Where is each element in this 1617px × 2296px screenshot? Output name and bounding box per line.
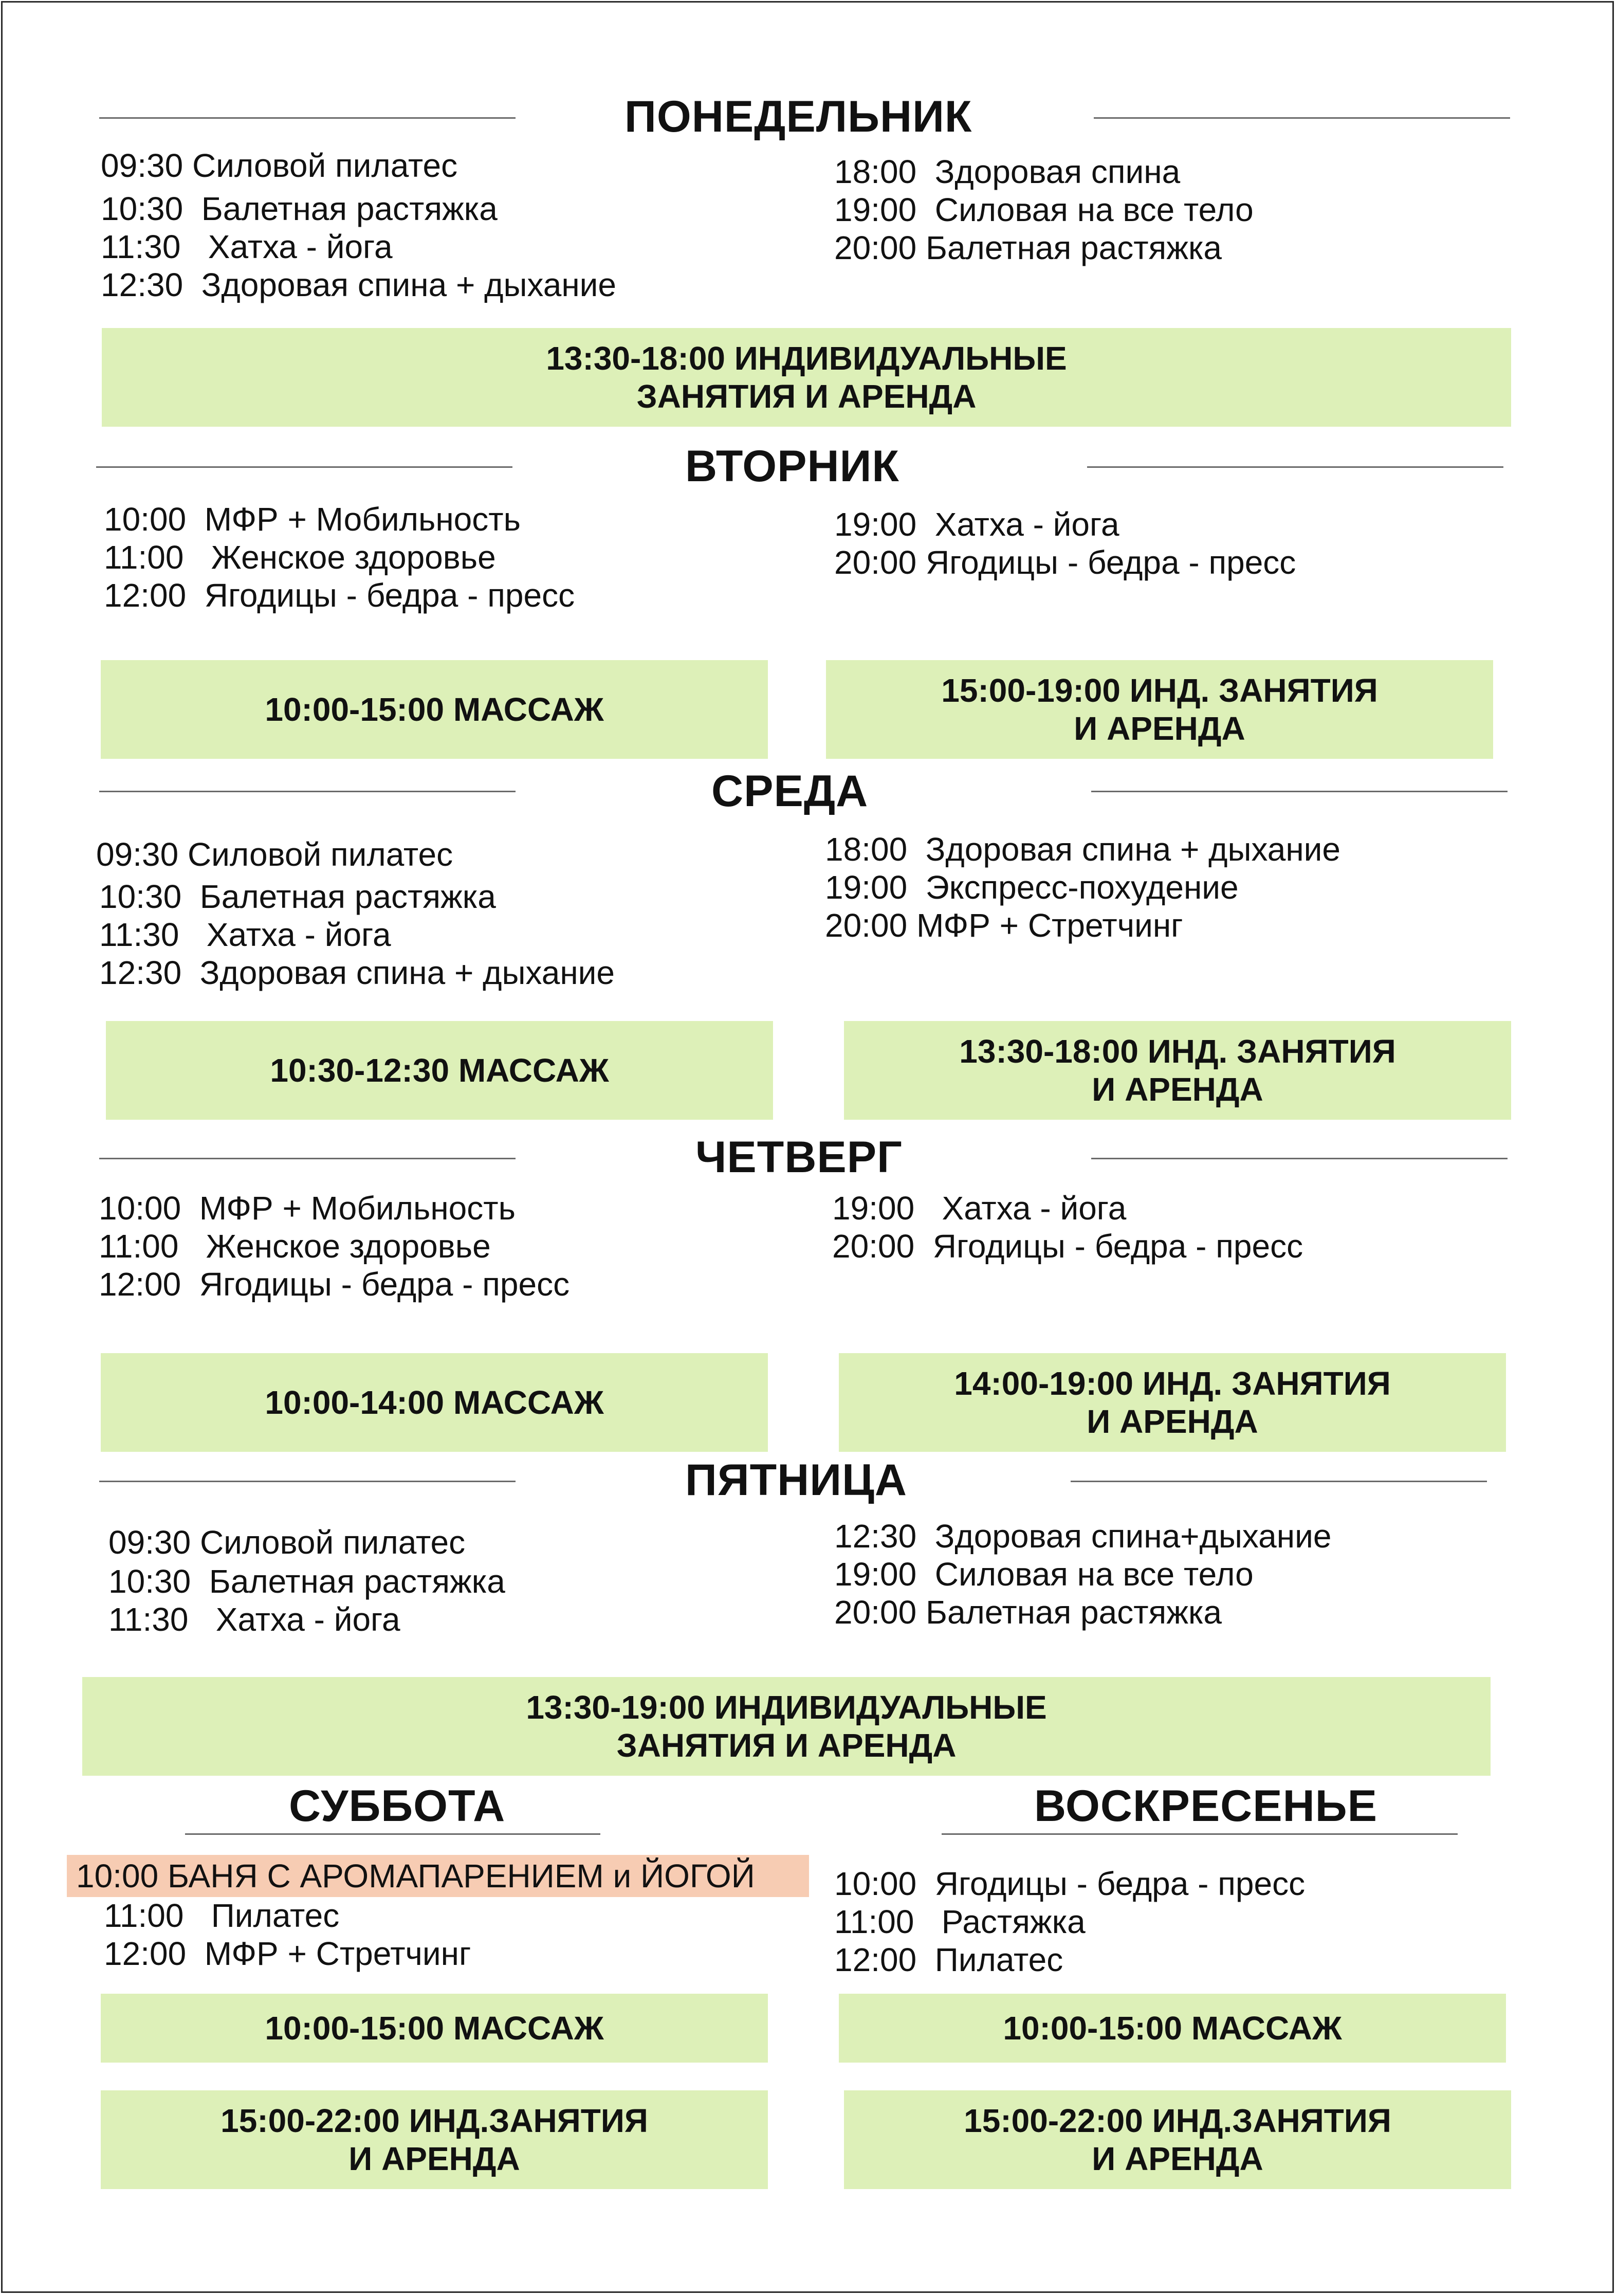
class-item: 10:30 Балетная растяжка	[108, 1563, 505, 1600]
class-item: 20:00 Ягодицы - бедра - пресс	[834, 544, 1296, 581]
rent-box: 13:30-18:00 ИНД. ЗАНЯТИЯ И АРЕНДА	[844, 1021, 1511, 1120]
divider-line	[99, 791, 516, 792]
class-item: 20:00 Балетная растяжка	[834, 229, 1222, 266]
class-item: 12:00 Пилатес	[834, 1941, 1063, 1978]
class-item: 12:30 Здоровая спина+дыхание	[834, 1518, 1332, 1555]
class-item: 19:00 Экспресс-похудение	[825, 869, 1239, 906]
class-item: 09:30 Силовой пилатес	[101, 147, 458, 184]
day-title-monday: ПОНЕДЕЛЬНИК	[624, 92, 972, 141]
class-item: 20:00 Ягодицы - бедра - пресс	[832, 1228, 1303, 1265]
class-item: 09:30 Силовой пилатес	[96, 836, 453, 873]
massage-box: 10:00-15:00 МАССАЖ	[101, 660, 768, 759]
class-item: 11:00 Растяжка	[834, 1903, 1086, 1940]
divider-line	[1091, 791, 1508, 792]
class-item: 11:30 Хатха - йога	[108, 1601, 400, 1638]
divider-line	[1087, 466, 1503, 468]
individual-rent-banner: 13:30-18:00 ИНДИВИДУАЛЬНЫЕ ЗАНЯТИЯ И АРЕНДА	[102, 328, 1511, 427]
class-item: 19:00 Хатха - йога	[834, 506, 1119, 543]
individual-rent-banner: 13:30-19:00 ИНДИВИДУАЛЬНЫЕ ЗАНЯТИЯ И АРЕНДА	[82, 1677, 1491, 1776]
class-item: 18:00 Здоровая спина	[834, 153, 1181, 190]
class-item: 10:00 Ягодицы - бедра - пресс	[834, 1865, 1306, 1902]
class-item: 19:00 Силовая на все тело	[834, 191, 1254, 228]
massage-box: 10:00-15:00 МАССАЖ	[101, 1994, 768, 2063]
class-item: 11:00 Женское здоровье	[99, 1228, 491, 1265]
rent-box: 14:00-19:00 ИНД. ЗАНЯТИЯ И АРЕНДА	[839, 1353, 1506, 1452]
class-item: 20:00 Балетная растяжка	[834, 1594, 1222, 1631]
day-title-thursday: ЧЕТВЕРГ	[695, 1133, 903, 1182]
divider-line	[185, 1833, 600, 1835]
divider-line	[96, 466, 512, 468]
day-title-tuesday: ВТОРНИК	[685, 442, 899, 491]
highlight-event: 10:00 БАНЯ С АРОМАПАРЕНИЕМ и ЙОГОЙ	[67, 1855, 809, 1897]
class-item: 11:00 Пилатес	[104, 1897, 340, 1934]
class-item: 12:00 Ягодицы - бедра - пресс	[104, 577, 575, 614]
class-item: 20:00 МФР + Стретчинг	[825, 907, 1183, 944]
day-title-sunday: ВОСКРЕСЕНЬЕ	[1034, 1781, 1377, 1831]
massage-box: 10:00-14:00 МАССАЖ	[101, 1353, 768, 1452]
class-item: 11:30 Хатха - йога	[101, 228, 393, 265]
class-item: 12:00 МФР + Стретчинг	[104, 1935, 471, 1972]
divider-line	[1071, 1481, 1487, 1482]
class-item: 11:00 Женское здоровье	[104, 539, 496, 576]
massage-box: 10:30-12:30 МАССАЖ	[106, 1021, 773, 1120]
massage-box: 10:00-15:00 МАССАЖ	[839, 1994, 1506, 2063]
class-item: 12:30 Здоровая спина + дыхание	[101, 266, 616, 303]
class-item: 12:30 Здоровая спина + дыхание	[99, 954, 615, 991]
class-item: 10:30 Балетная растяжка	[101, 190, 498, 227]
class-item: 10:30 Балетная растяжка	[99, 878, 496, 915]
class-item: 18:00 Здоровая спина + дыхание	[825, 831, 1340, 868]
day-title-wednesday: СРЕДА	[711, 767, 869, 816]
class-item: 19:00 Хатха - йога	[832, 1190, 1127, 1227]
day-title-saturday: СУББОТА	[289, 1781, 506, 1831]
class-item: 19:00 Силовая на все тело	[834, 1556, 1254, 1593]
rent-box: 15:00-22:00 ИНД.ЗАНЯТИЯ И АРЕНДА	[844, 2090, 1511, 2189]
divider-line	[99, 1158, 516, 1159]
class-item: 10:00 МФР + Мобильность	[104, 501, 521, 538]
class-item: 12:00 Ягодицы - бедра - пресс	[99, 1266, 570, 1303]
rent-box: 15:00-19:00 ИНД. ЗАНЯТИЯ И АРЕНДА	[826, 660, 1493, 759]
divider-line	[1091, 1158, 1508, 1159]
divider-line	[99, 117, 516, 119]
divider-line	[942, 1833, 1458, 1835]
class-item: 10:00 МФР + Мобильность	[99, 1190, 516, 1227]
class-item: 09:30 Силовой пилатес	[108, 1524, 466, 1561]
rent-box: 15:00-22:00 ИНД.ЗАНЯТИЯ И АРЕНДА	[101, 2090, 768, 2189]
day-title-friday: ПЯТНИЦА	[685, 1455, 908, 1505]
divider-line	[1094, 117, 1510, 119]
class-item: 11:30 Хатха - йога	[99, 916, 391, 953]
divider-line	[99, 1481, 516, 1482]
